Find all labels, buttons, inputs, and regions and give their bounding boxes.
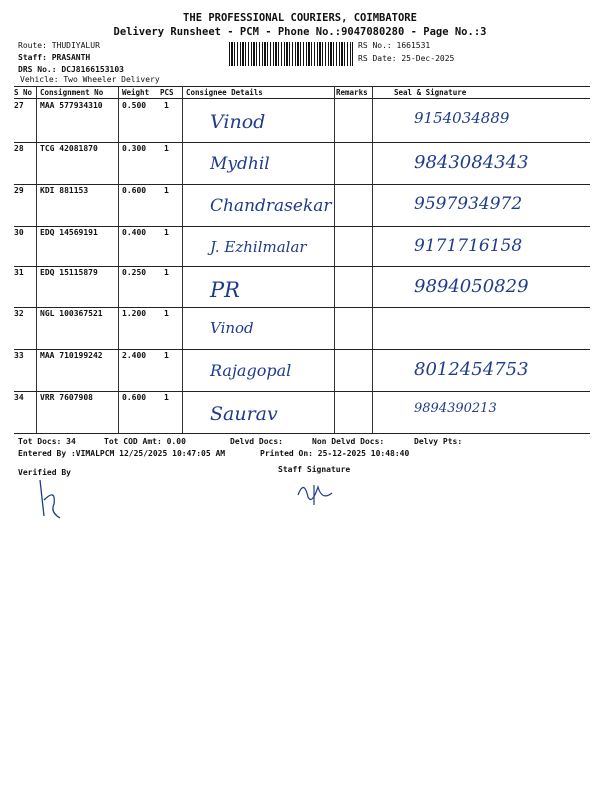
row-consignment-no: NGL 100367521 — [40, 309, 103, 318]
row-signature-phone: 9597934972 — [414, 194, 523, 214]
staff-label: Staff: PRASANTH — [18, 53, 91, 62]
row-divider — [14, 226, 590, 227]
row-consignment-no: VRR 7607908 — [40, 393, 93, 402]
row-weight: 1.200 — [122, 309, 147, 318]
verifier-signature-mark — [30, 478, 70, 523]
row-consignment-no: EDQ 15115879 — [40, 268, 98, 277]
col-sno: S No — [14, 88, 33, 97]
barcode-image — [229, 42, 353, 66]
row-pcs: 1 — [164, 268, 169, 277]
row-sno: 28 — [14, 144, 24, 153]
row-sno: 32 — [14, 309, 24, 318]
row-weight: 0.250 — [122, 268, 147, 277]
row-consignee-handwritten-name: Chandrasekar — [210, 196, 332, 216]
delivered-docs: Delvd Docs: — [230, 437, 283, 446]
col-remarks: Remarks — [336, 88, 368, 97]
table-top-rule — [14, 86, 590, 87]
row-pcs: 1 — [164, 144, 169, 153]
non-delivered-docs: Non Delvd Docs: — [312, 437, 385, 446]
col-consignee: Consignee Details — [186, 88, 263, 97]
row-divider — [14, 349, 590, 350]
row-sno: 29 — [14, 186, 24, 195]
row-weight: 0.400 — [122, 228, 147, 237]
row-sno: 31 — [14, 268, 24, 277]
row-weight: 0.500 — [122, 101, 147, 110]
row-consignee-handwritten-name: Rajagopal — [210, 361, 292, 380]
row-divider — [14, 184, 590, 185]
row-pcs: 1 — [164, 228, 169, 237]
col-divider — [372, 86, 373, 434]
row-pcs: 1 — [164, 186, 169, 195]
drs-number: DRS No.: DCJ8166153103 — [18, 65, 124, 74]
runsheet-subtitle: Delivery Runsheet - PCM - Phone No.:9047080280 - Page No.:3 — [113, 26, 487, 38]
row-sno: 30 — [14, 228, 24, 237]
row-weight: 0.600 — [122, 186, 147, 195]
row-signature-phone: 9171716158 — [414, 236, 523, 256]
col-divider — [118, 86, 119, 434]
delivery-points: Delvy Pts: — [414, 437, 463, 446]
verified-by-label: Verified By — [18, 468, 71, 477]
row-weight: 0.600 — [122, 393, 147, 402]
route-label: Route: THUDIYALUR — [18, 41, 100, 50]
row-signature-phone: 8012454753 — [414, 359, 529, 380]
col-pcs: PCS — [160, 88, 174, 97]
row-consignment-no: MAA 577934310 — [40, 101, 103, 110]
row-sno: 34 — [14, 393, 24, 402]
row-pcs: 1 — [164, 393, 169, 402]
printed-on: Printed On: 25-12-2025 10:48:40 — [260, 449, 410, 458]
row-signature-phone: 9154034889 — [414, 109, 510, 127]
col-consignment: Consignment No — [40, 88, 104, 97]
row-weight: 2.400 — [122, 351, 147, 360]
row-divider — [14, 266, 590, 267]
rs-number: RS No.: 1661531 — [358, 41, 431, 50]
rs-date: RS Date: 25-Dec-2025 — [358, 54, 455, 63]
row-consignee-handwritten-name: PR — [210, 278, 240, 302]
row-consignee-handwritten-name: J. Ezhilmalar — [210, 238, 307, 256]
col-divider — [334, 86, 335, 434]
row-pcs: 1 — [164, 101, 169, 110]
row-weight: 0.300 — [122, 144, 147, 153]
table-header-rule — [14, 98, 590, 99]
row-consignee-handwritten-name: Mydhil — [210, 154, 270, 174]
row-consignee-handwritten-name: Vinod — [210, 111, 266, 133]
row-pcs: 1 — [164, 351, 169, 360]
row-divider — [14, 391, 590, 392]
company-title: THE PROFESSIONAL COURIERS, COIMBATORE — [183, 12, 417, 24]
row-signature-phone: 9843084343 — [414, 152, 529, 173]
row-consignment-no: TCG 42081870 — [40, 144, 98, 153]
row-signature-phone: 9894050829 — [414, 276, 529, 297]
row-sno: 27 — [14, 101, 24, 110]
row-consignment-no: KDI 881153 — [40, 186, 89, 195]
staff-signature-label: Staff Signature — [278, 465, 351, 474]
staff-signature-mark — [292, 475, 342, 510]
vehicle-label: Vehicle: Two Wheeler Delivery — [20, 75, 160, 84]
total-cod-amount: Tot COD Amt: 0.00 — [104, 437, 186, 446]
entered-by: Entered By :VIMALPCM 12/25/2025 10:47:05 AM — [18, 449, 226, 458]
row-pcs: 1 — [164, 309, 169, 318]
row-consignment-no: EDQ 14569191 — [40, 228, 98, 237]
col-divider — [182, 86, 183, 434]
col-weight: Weight — [122, 88, 150, 97]
row-consignment-no: MAA 710199242 — [40, 351, 103, 360]
row-consignee-handwritten-name: Saurav — [210, 403, 278, 425]
runsheet-table — [14, 86, 590, 434]
row-sno: 33 — [14, 351, 24, 360]
row-consignee-handwritten-name: Vinod — [210, 319, 254, 337]
col-seal-signature: Seal & Signature — [394, 88, 467, 97]
row-divider — [14, 142, 590, 143]
row-divider — [14, 307, 590, 308]
col-divider — [36, 86, 37, 434]
total-docs: Tot Docs: 34 — [18, 437, 76, 446]
row-divider — [14, 433, 590, 434]
row-signature-phone: 9894390213 — [414, 401, 497, 416]
